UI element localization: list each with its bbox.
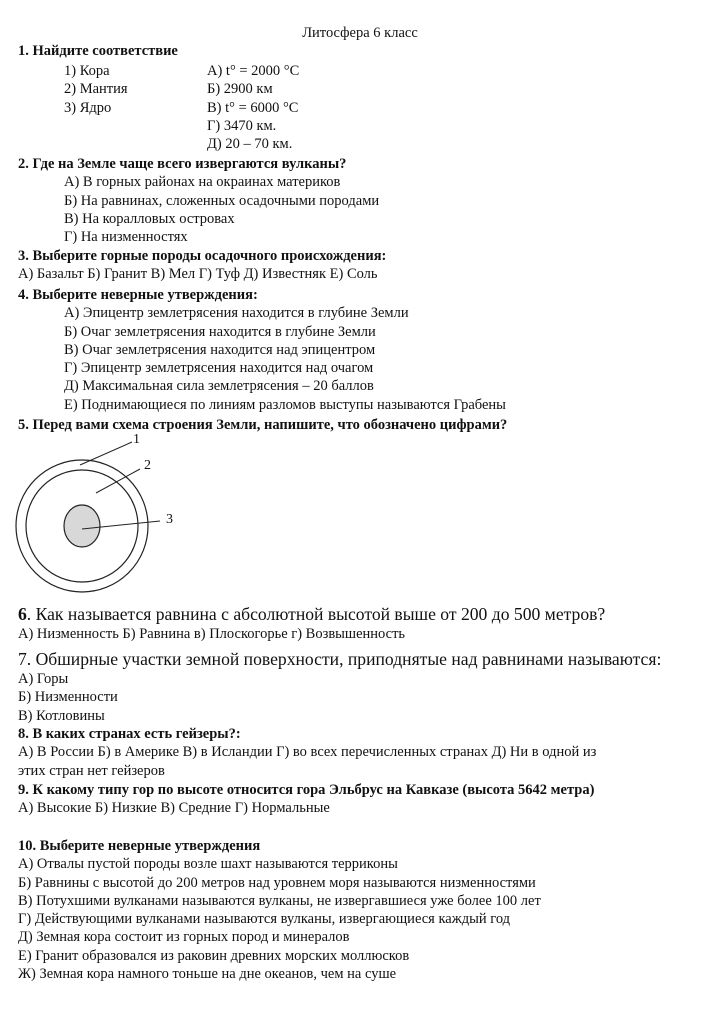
match-right-item: А) t° = 2000 °С [207,63,300,79]
options-line: этих стран нет гейзеров [18,762,165,779]
match-right-item: В) t° = 6000 °С [207,99,299,116]
option-item: А) Горы [18,671,69,687]
option-item: Б) Равнины с высотой до 200 метров над уровнем моря называются низменностями [18,874,536,891]
question-2-title: 2. Где на Земле чаще всего извергаются вулканы? [18,156,347,172]
option-item: В) Потухшими вулканами называются вулканы, не извергавшиеся уже более 100 лет [18,892,541,909]
option-item: В) Котловины [18,707,105,724]
question-8-title: 8. В каких странах есть гейзеры?: [18,726,241,742]
question-6 [18,603,706,643]
option-item: В) Очаг землетрясения находится над эпицентром [64,341,376,358]
options-line: А) Высокие Б) Низкие В) Средние Г) Нормальные [18,800,330,817]
diagram-label-3: 3 [166,512,173,527]
question-10 [18,837,706,983]
question-4 [18,286,706,414]
question-9-title: 9. К какому типу гор по высоте относится гора Эльбрус на Кавказе (высота 5642 метра) [18,782,595,798]
question-7 [18,648,706,725]
page-title: Литосфера 6 класс [302,25,418,41]
pointer-line-1 [80,442,132,465]
option-item: Е) Гранит образовался из раковин древних морских моллюсков [18,947,410,964]
diagram-label-2: 2 [144,458,151,473]
option-item: Г) На низменностях [64,229,188,246]
option-item: В) На коралловых островах [64,210,235,227]
question-6-number: 6 [18,604,27,624]
match-right-item: Г) 3470 км. [207,117,277,134]
pointer-line-2 [96,469,140,493]
option-item: Д) Земная кора состоит из горных пород и минералов [18,929,350,946]
options-line: А) В России Б) в Америке В) в Исландии Г) во всех перечисленных странах Д) Ни в одной из [18,744,597,761]
match-left-item: 1) Кора [64,63,110,79]
options-line: А) Базальт Б) Гранит В) Мел Г) Туф Д) Известняк Е) Соль [18,266,378,283]
question-4-title: 4. Выберите неверные утверждения: [18,287,258,303]
question-10-title: 10. Выберите неверные утверждения [18,838,261,854]
match-left-item: 3) Ядро [64,99,112,116]
option-item: Г) Эпицентр землетрясения находится над очагом [64,360,374,377]
match-left-item: 2) Мантия [64,81,128,98]
question-7-title: 7. Обширные участки земной поверхности, приподнятые над равнинами называются: [18,649,662,669]
option-item: Б) Низменности [18,689,118,706]
question-2 [18,155,706,246]
diagram-label-1: 1 [133,432,140,447]
match-right-item: Б) 2900 км [207,81,273,98]
question-8 [18,725,706,780]
options-line: А) Низменность Б) Равнина в) Плоскогорье г) Возвышенность [18,626,406,642]
option-item: Б) Очаг землетрясения находится в глубине Земли [64,323,376,340]
question-9 [18,781,706,818]
earth-core-ellipse [64,505,100,547]
question-6-text: . Как называется равнина с абсолютной высотой выше от 200 до 500 метров? [26,604,606,624]
option-item: Б) На равнинах, сложенных осадочными породами [64,192,380,209]
earth-structure-diagram [0,425,240,600]
question-3-title: 3. Выберите горные породы осадочного происхождения: [18,248,387,264]
question-5-title: 5. Перед вами схема строения Земли, напишите, что обозначено цифрами? [18,417,508,433]
question-1 [18,42,706,60]
match-right-item: Д) 20 – 70 км. [207,136,293,153]
option-item: Ж) Земная кора намного тоньше на дне океанов, чем на суше [18,966,397,983]
question-1-title: 1. Найдите соответствие [18,43,178,59]
option-item: Е) Поднимающиеся по линиям разломов выступы называются Грабены [64,396,506,413]
question-3 [18,247,706,284]
option-item: Д) Максимальная сила землетрясения – 20 баллов [64,378,374,395]
option-item: А) В горных районах на окраинах материков [64,174,341,191]
option-item: А) Эпицентр землетрясения находится в глубине Земли [64,305,409,322]
option-item: А) Отвалы пустой породы возле шахт называются терриконы [18,856,398,873]
option-item: Г) Действующими вулканами называются вулканы, извергающиеся каждый год [18,911,511,928]
question-6-title [18,603,706,625]
